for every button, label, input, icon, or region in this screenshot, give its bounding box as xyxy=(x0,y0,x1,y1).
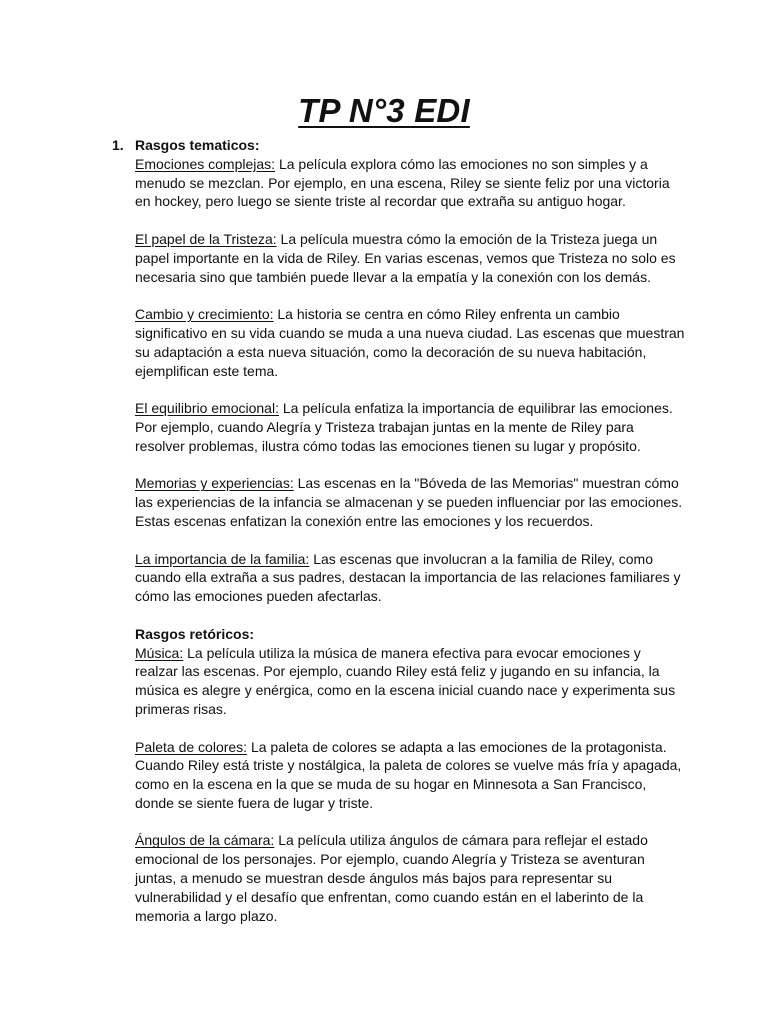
term-label: Paleta de colores: xyxy=(135,738,248,755)
term-label: El equilibrio emocional: xyxy=(135,400,279,417)
paragraph-text: La película explora cómo las emociones no son simples y a menudo se mezclan. Por ejemplo, en una escena, Riley se siente feliz por una victoria en hockey, pero luego se siente triste al recordar que extraña su antiguo hogar. xyxy=(135,155,670,210)
term-label: La importancia de la familia: xyxy=(135,550,310,567)
paragraph-equilibrio-emocional xyxy=(135,399,685,455)
term-label: El papel de la Tristeza: xyxy=(135,230,277,247)
paragraph-text: La paleta de colores se adapta a las emociones de la protagonista. Cuando Riley está triste y nostálgica, la paleta de colores se vuelve más fría y apagada, como en la escena en la que se muda de su hogar en Minnesota a San Francisco, donde se siente fuera de lugar y triste. xyxy=(135,738,682,811)
paragraph-cambio-crecimiento xyxy=(135,305,685,380)
paragraph-paleta-colores xyxy=(135,738,685,813)
term-label: Música: xyxy=(135,644,184,661)
term-label: Emociones complejas: xyxy=(135,155,276,172)
paragraph-angulos-camara xyxy=(135,831,685,925)
paragraph-text: La película utiliza la música de manera efectiva para evocar emociones y realzar las escenas. Por ejemplo, cuando Riley está feliz y jugando en su infancia, la música es alegre y enérgica, como en la escena inicial cuando nace y experimenta sus primeras risas. xyxy=(135,644,676,717)
section-heading-tematicos: Rasgos tematicos: xyxy=(135,137,260,153)
paragraph-text: La película utiliza ángulos de cámara para reflejar el estado emocional de los personajes. Por ejemplo, cuando Alegría y Tristeza se aventuran juntas, a menudo se muestran desde ángulos más bajos para representar su vulnerabilidad y el desafío que enfrentan, como cuando están en el laberinto de la memoria a largo plazo. xyxy=(135,832,648,924)
paragraph-musica xyxy=(135,644,685,719)
paragraph-emociones-complejas xyxy=(135,155,685,211)
section-heading-retoricos: Rasgos retóricos: xyxy=(135,625,255,642)
term-label: Cambio y crecimiento: xyxy=(135,306,274,323)
term-label: Ángulos de la cámara: xyxy=(135,832,275,849)
paragraph-text: La película muestra cómo la emoción de la Tristeza juega un papel importante en la vida de Riley. En varias escenas, vemos que Tristeza no solo es necesaria sino que también puede llevar a la empatía y la conexión con los demás. xyxy=(135,230,676,285)
paragraph-text: Las escenas que involucran a la familia de Riley, como cuando ella extraña a sus padres, destacan la importancia de las relaciones familiares y cómo las emociones pueden afectarlas. xyxy=(135,550,681,605)
paragraph-papel-tristeza xyxy=(135,230,685,286)
document-body xyxy=(135,136,685,944)
paragraph-text: La película enfatiza la importancia de equilibrar las emociones. Por ejemplo, cuando Alegría y Tristeza trabajan juntas en la mente de Riley para resolver problemas, ilustra cómo todas las emociones tienen su lugar y propósito. xyxy=(135,400,673,454)
list-number: 1. xyxy=(112,137,124,153)
paragraph-memorias-experiencias xyxy=(135,474,685,530)
paragraph-text: Las escenas en la "Bóveda de las Memorias" muestran cómo las experiencias de la infancia se almacenan y se pueden influenciar por las emociones. Estas escenas enfatizan la conexión entre las emociones y los recuerdos. xyxy=(135,475,683,529)
document-title: TP N°3 EDI xyxy=(298,92,470,129)
term-label: Memorias y experiencias: xyxy=(135,475,294,492)
paragraph-importancia-familia xyxy=(135,550,685,606)
paragraph-text: La historia se centra en cómo Riley enfrenta un cambio significativo en su vida cuando se muda a una nueva ciudad. Las escenas que muestran su adaptación a esta nueva situación, como la decoración de su nueva habitación, ejemplifican este tema. xyxy=(135,306,685,379)
